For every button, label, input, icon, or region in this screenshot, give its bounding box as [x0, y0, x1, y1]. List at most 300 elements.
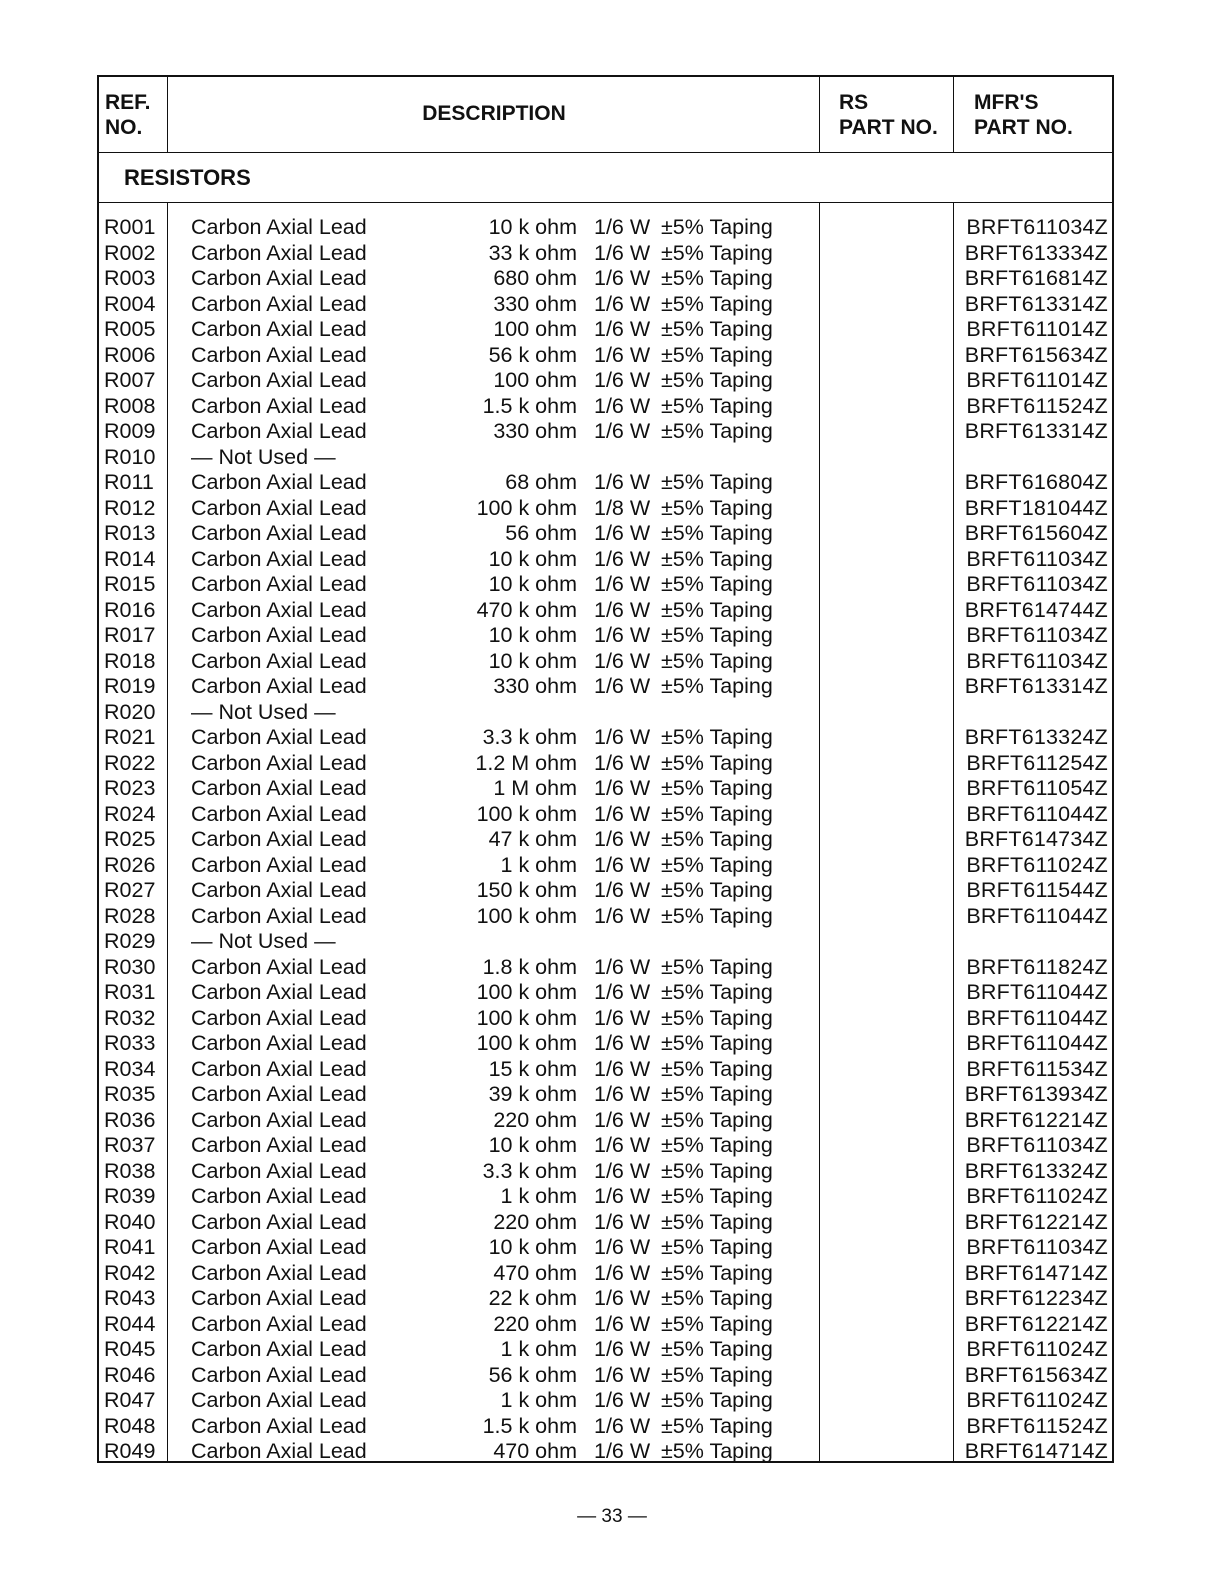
power-cell: 1/6 W	[594, 546, 651, 571]
table-row	[99, 1057, 1112, 1083]
table-row	[99, 215, 1112, 241]
header-ref-no: REF. NO.	[105, 91, 151, 139]
power-cell: 1/6 W	[594, 954, 651, 979]
tolerance-cell: ±5% Taping	[661, 1413, 773, 1438]
mfr-part-cell: BRFT612234Z	[964, 1286, 1108, 1310]
column-divider	[819, 77, 820, 153]
value-cell: 470 ohm	[493, 1439, 577, 1463]
tolerance-cell: ±5% Taping	[661, 597, 773, 622]
tolerance-cell: ±5% Taping	[661, 725, 773, 749]
ref-cell: R019	[104, 674, 156, 698]
column-divider	[953, 77, 954, 153]
ref-cell: R012	[104, 495, 156, 520]
mfr-part-cell: BRFT611824Z	[966, 954, 1108, 979]
power-cell: 1/6 W	[594, 1184, 651, 1208]
tolerance-cell: ±5% Taping	[661, 1031, 773, 1055]
description-cell: Carbon Axial Lead	[191, 1158, 367, 1183]
tolerance-cell: ±5% Taping	[661, 954, 773, 979]
table-row	[99, 521, 1112, 547]
mfr-part-cell: BRFT612214Z	[964, 1209, 1108, 1234]
table-row	[99, 827, 1112, 853]
description-cell: Carbon Axial Lead	[191, 1107, 367, 1132]
description-cell: Carbon Axial Lead	[191, 1413, 367, 1438]
mfr-part-cell: BRFT611034Z	[966, 623, 1108, 647]
ref-cell: R018	[104, 648, 156, 673]
value-cell: 1.5 k ohm	[482, 393, 577, 418]
tolerance-cell: ±5% Taping	[661, 317, 773, 341]
description-cell: — Not Used —	[191, 444, 336, 469]
description-cell: Carbon Axial Lead	[191, 495, 367, 520]
power-cell: 1/6 W	[594, 317, 651, 341]
mfr-part-cell: BRFT611034Z	[966, 546, 1108, 571]
mfr-part-cell: BRFT611034Z	[966, 1235, 1108, 1259]
ref-cell: R003	[104, 266, 156, 290]
description-cell: Carbon Axial Lead	[191, 597, 367, 622]
mfr-part-cell: BRFT611054Z	[966, 776, 1108, 800]
section-title: RESISTORS	[124, 165, 251, 190]
table-row	[99, 1439, 1112, 1465]
mfr-part-cell: BRFT611014Z	[966, 317, 1108, 341]
table-row	[99, 1337, 1112, 1363]
page-number: — 33 —	[577, 1506, 647, 1527]
value-cell: 100 ohm	[493, 317, 577, 341]
value-cell: 100 k ohm	[476, 495, 577, 520]
value-cell: 1 k ohm	[500, 1337, 577, 1361]
tolerance-cell: ±5% Taping	[661, 1184, 773, 1208]
value-cell: 10 k ohm	[488, 1133, 577, 1157]
description-cell: Carbon Axial Lead	[191, 1133, 367, 1157]
tolerance-cell: ±5% Taping	[661, 342, 773, 367]
header-rs-part-no: RS PART NO.	[839, 91, 938, 139]
power-cell: 1/6 W	[594, 1311, 651, 1336]
value-cell: 100 k ohm	[476, 903, 577, 928]
description-cell: Carbon Axial Lead	[191, 725, 367, 749]
tolerance-cell: ±5% Taping	[661, 546, 773, 571]
ref-cell: R038	[104, 1158, 156, 1183]
value-cell: 1 k ohm	[500, 1388, 577, 1412]
mfr-part-cell: BRFT613314Z	[964, 419, 1108, 443]
table-row	[99, 1210, 1112, 1236]
mfr-part-cell: BRFT611524Z	[966, 393, 1108, 418]
mfr-part-cell: BRFT611254Z	[966, 750, 1108, 775]
ref-cell: R005	[104, 317, 156, 341]
power-cell: 1/6 W	[594, 725, 651, 749]
table-row	[99, 598, 1112, 624]
description-cell: Carbon Axial Lead	[191, 521, 367, 545]
description-cell: Carbon Axial Lead	[191, 470, 367, 494]
mfr-part-cell: BRFT611034Z	[966, 1133, 1108, 1157]
ref-cell: R048	[104, 1413, 156, 1438]
description-cell: Carbon Axial Lead	[191, 750, 367, 775]
table-row	[99, 1414, 1112, 1440]
mfr-part-cell: BRFT615634Z	[964, 1362, 1108, 1387]
ref-cell: R013	[104, 521, 156, 545]
value-cell: 10 k ohm	[488, 546, 577, 571]
ref-cell: R021	[104, 725, 156, 749]
power-cell: 1/6 W	[594, 521, 651, 545]
tolerance-cell: ±5% Taping	[661, 1082, 773, 1106]
ref-cell: R039	[104, 1184, 156, 1208]
mfr-part-cell: BRFT614744Z	[964, 597, 1108, 622]
value-cell: 1 k ohm	[500, 1184, 577, 1208]
power-cell: 1/6 W	[594, 572, 651, 596]
ref-cell: R032	[104, 1005, 156, 1030]
ref-cell: R014	[104, 546, 156, 571]
ref-cell: R009	[104, 419, 156, 443]
table-row	[99, 674, 1112, 700]
description-cell: Carbon Axial Lead	[191, 1439, 367, 1463]
mfr-part-cell: BRFT611544Z	[966, 878, 1108, 902]
value-cell: 100 ohm	[493, 368, 577, 392]
power-cell: 1/6 W	[594, 597, 651, 622]
power-cell: 1/6 W	[594, 342, 651, 367]
power-cell: 1/6 W	[594, 801, 651, 826]
value-cell: 10 k ohm	[488, 1235, 577, 1259]
ref-cell: R037	[104, 1133, 156, 1157]
ref-cell: R016	[104, 597, 156, 622]
mfr-part-cell: BRFT611014Z	[966, 368, 1108, 392]
description-cell: Carbon Axial Lead	[191, 1082, 367, 1106]
value-cell: 220 ohm	[493, 1107, 577, 1132]
table-row	[99, 394, 1112, 420]
tolerance-cell: ±5% Taping	[661, 393, 773, 418]
power-cell: 1/6 W	[594, 291, 651, 316]
table-row	[99, 343, 1112, 369]
power-cell: 1/6 W	[594, 1005, 651, 1030]
power-cell: 1/6 W	[594, 1158, 651, 1183]
description-cell: Carbon Axial Lead	[191, 419, 367, 443]
tolerance-cell: ±5% Taping	[661, 495, 773, 520]
value-cell: 100 k ohm	[476, 801, 577, 826]
table-row	[99, 1286, 1112, 1312]
power-cell: 1/6 W	[594, 674, 651, 698]
description-cell: Carbon Axial Lead	[191, 1235, 367, 1259]
mfr-part-cell: BRFT611044Z	[966, 1031, 1108, 1055]
tolerance-cell: ±5% Taping	[661, 1235, 773, 1259]
tolerance-cell: ±5% Taping	[661, 1158, 773, 1183]
table-row	[99, 1184, 1112, 1210]
value-cell: 150 k ohm	[476, 878, 577, 902]
table-row	[99, 955, 1112, 981]
description-cell: — Not Used —	[191, 699, 336, 724]
tolerance-cell: ±5% Taping	[661, 572, 773, 596]
value-cell: 330 ohm	[493, 419, 577, 443]
value-cell: 39 k ohm	[488, 1082, 577, 1106]
tolerance-cell: ±5% Taping	[661, 1388, 773, 1412]
power-cell: 1/6 W	[594, 1337, 651, 1361]
description-cell: Carbon Axial Lead	[191, 1209, 367, 1234]
table-row	[99, 1159, 1112, 1185]
ref-cell: R023	[104, 776, 156, 800]
value-cell: 1 k ohm	[500, 852, 577, 877]
tolerance-cell: ±5% Taping	[661, 827, 773, 851]
ref-cell: R020	[104, 699, 156, 724]
value-cell: 56 k ohm	[488, 1362, 577, 1387]
ref-cell: R031	[104, 980, 156, 1004]
ref-cell: R029	[104, 929, 156, 953]
description-cell: Carbon Axial Lead	[191, 240, 367, 265]
tolerance-cell: ±5% Taping	[661, 1439, 773, 1463]
table-row	[99, 725, 1112, 751]
ref-cell: R027	[104, 878, 156, 902]
table-row	[99, 445, 1112, 471]
mfr-part-cell: BRFT613324Z	[964, 725, 1108, 749]
table-row	[99, 1312, 1112, 1338]
power-cell: 1/6 W	[594, 393, 651, 418]
tolerance-cell: ±5% Taping	[661, 750, 773, 775]
ref-cell: R045	[104, 1337, 156, 1361]
ref-cell: R035	[104, 1082, 156, 1106]
description-cell: Carbon Axial Lead	[191, 317, 367, 341]
tolerance-cell: ±5% Taping	[661, 674, 773, 698]
mfr-part-cell: BRFT612214Z	[964, 1311, 1108, 1336]
tolerance-cell: ±5% Taping	[661, 1005, 773, 1030]
value-cell: 680 ohm	[493, 266, 577, 290]
tolerance-cell: ±5% Taping	[661, 648, 773, 673]
table-row	[99, 1108, 1112, 1134]
description-cell: Carbon Axial Lead	[191, 1031, 367, 1055]
ref-cell: R001	[104, 215, 156, 239]
mfr-part-cell: BRFT611024Z	[966, 1184, 1108, 1208]
description-cell: Carbon Axial Lead	[191, 776, 367, 800]
tolerance-cell: ±5% Taping	[661, 1260, 773, 1285]
mfr-part-cell: BRFT611044Z	[966, 1005, 1108, 1030]
table-row	[99, 980, 1112, 1006]
header-description: DESCRIPTION	[422, 102, 566, 125]
description-cell: Carbon Axial Lead	[191, 1286, 367, 1310]
ref-cell: R040	[104, 1209, 156, 1234]
mfr-part-cell: BRFT611024Z	[966, 1337, 1108, 1361]
power-cell: 1/6 W	[594, 878, 651, 902]
power-cell: 1/6 W	[594, 470, 651, 494]
table-row	[99, 904, 1112, 930]
power-cell: 1/6 W	[594, 1286, 651, 1310]
tolerance-cell: ±5% Taping	[661, 368, 773, 392]
tolerance-cell: ±5% Taping	[661, 903, 773, 928]
table-row	[99, 241, 1112, 267]
tolerance-cell: ±5% Taping	[661, 266, 773, 290]
power-cell: 1/6 W	[594, 1082, 651, 1106]
description-cell: Carbon Axial Lead	[191, 342, 367, 367]
parts-list-table	[97, 75, 1114, 1463]
mfr-part-cell: BRFT611034Z	[966, 572, 1108, 596]
value-cell: 3.3 k ohm	[482, 725, 577, 749]
mfr-part-cell: BRFT611034Z	[966, 215, 1108, 239]
mfr-part-cell: BRFT611024Z	[966, 852, 1108, 877]
mfr-part-cell: BRFT613314Z	[964, 291, 1108, 316]
table-row	[99, 1031, 1112, 1057]
table-row	[99, 751, 1112, 777]
power-cell: 1/8 W	[594, 495, 651, 520]
table-row	[99, 547, 1112, 573]
table-row	[99, 776, 1112, 802]
ref-cell: R008	[104, 393, 156, 418]
value-cell: 10 k ohm	[488, 572, 577, 596]
ref-cell: R010	[104, 444, 156, 469]
table-row	[99, 292, 1112, 318]
tolerance-cell: ±5% Taping	[661, 1056, 773, 1081]
power-cell: 1/6 W	[594, 648, 651, 673]
table-row	[99, 1363, 1112, 1389]
tolerance-cell: ±5% Taping	[661, 852, 773, 877]
value-cell: 3.3 k ohm	[482, 1158, 577, 1183]
power-cell: 1/6 W	[594, 750, 651, 775]
ref-cell: R015	[104, 572, 156, 596]
mfr-part-cell: BRFT613934Z	[964, 1082, 1108, 1106]
tolerance-cell: ±5% Taping	[661, 980, 773, 1004]
description-cell: Carbon Axial Lead	[191, 801, 367, 826]
table-row	[99, 572, 1112, 598]
value-cell: 1.8 k ohm	[482, 954, 577, 979]
power-cell: 1/6 W	[594, 776, 651, 800]
description-cell: — Not Used —	[191, 929, 336, 953]
power-cell: 1/6 W	[594, 1439, 651, 1463]
description-cell: Carbon Axial Lead	[191, 980, 367, 1004]
header-mfr-part-no: MFR'S PART NO.	[974, 91, 1073, 139]
power-cell: 1/6 W	[594, 1056, 651, 1081]
power-cell: 1/6 W	[594, 1031, 651, 1055]
table-row	[99, 1082, 1112, 1108]
ref-cell: R043	[104, 1286, 156, 1310]
table-row	[99, 1388, 1112, 1414]
table-row	[99, 878, 1112, 904]
tolerance-cell: ±5% Taping	[661, 521, 773, 545]
value-cell: 10 k ohm	[488, 623, 577, 647]
ref-cell: R041	[104, 1235, 156, 1259]
description-cell: Carbon Axial Lead	[191, 674, 367, 698]
ref-cell: R002	[104, 240, 156, 265]
description-cell: Carbon Axial Lead	[191, 1056, 367, 1081]
value-cell: 1.5 k ohm	[482, 1413, 577, 1438]
power-cell: 1/6 W	[594, 1107, 651, 1132]
table-row	[99, 496, 1112, 522]
value-cell: 470 k ohm	[476, 597, 577, 622]
description-cell: Carbon Axial Lead	[191, 623, 367, 647]
description-cell: Carbon Axial Lead	[191, 546, 367, 571]
tolerance-cell: ±5% Taping	[661, 215, 773, 239]
mfr-part-cell: BRFT614734Z	[964, 827, 1108, 851]
value-cell: 56 k ohm	[488, 342, 577, 367]
tolerance-cell: ±5% Taping	[661, 1337, 773, 1361]
mfr-part-cell: BRFT611044Z	[966, 903, 1108, 928]
mfr-part-cell: BRFT611524Z	[966, 1413, 1108, 1438]
power-cell: 1/6 W	[594, 903, 651, 928]
mfr-part-cell: BRFT616814Z	[964, 266, 1108, 290]
table-row	[99, 1133, 1112, 1159]
power-cell: 1/6 W	[594, 623, 651, 647]
ref-cell: R036	[104, 1107, 156, 1132]
mfr-part-cell: BRFT616804Z	[964, 470, 1108, 494]
description-cell: Carbon Axial Lead	[191, 1184, 367, 1208]
description-cell: Carbon Axial Lead	[191, 266, 367, 290]
description-cell: Carbon Axial Lead	[191, 878, 367, 902]
mfr-part-cell: BRFT611044Z	[966, 801, 1108, 826]
description-cell: Carbon Axial Lead	[191, 903, 367, 928]
value-cell: 470 ohm	[493, 1260, 577, 1285]
value-cell: 10 k ohm	[488, 648, 577, 673]
value-cell: 56 ohm	[505, 521, 577, 545]
description-cell: Carbon Axial Lead	[191, 954, 367, 979]
ref-cell: R011	[104, 470, 154, 494]
power-cell: 1/6 W	[594, 1260, 651, 1285]
power-cell: 1/6 W	[594, 827, 651, 851]
ref-cell: R025	[104, 827, 156, 851]
description-cell: Carbon Axial Lead	[191, 572, 367, 596]
table-row	[99, 368, 1112, 394]
description-cell: Carbon Axial Lead	[191, 648, 367, 673]
value-cell: 100 k ohm	[476, 1005, 577, 1030]
value-cell: 1.2 M ohm	[475, 750, 577, 775]
mfr-part-cell: BRFT613324Z	[964, 1158, 1108, 1183]
power-cell: 1/6 W	[594, 1209, 651, 1234]
tolerance-cell: ±5% Taping	[661, 1209, 773, 1234]
value-cell: 1 M ohm	[493, 776, 577, 800]
tolerance-cell: ±5% Taping	[661, 1107, 773, 1132]
tolerance-cell: ±5% Taping	[661, 1362, 773, 1387]
table-header	[99, 77, 1112, 153]
description-cell: Carbon Axial Lead	[191, 291, 367, 316]
ref-cell: R024	[104, 801, 156, 826]
mfr-part-cell: BRFT611534Z	[966, 1056, 1108, 1081]
column-divider	[167, 77, 168, 153]
ref-cell: R042	[104, 1260, 156, 1285]
power-cell: 1/6 W	[594, 266, 651, 290]
table-row	[99, 266, 1112, 292]
mfr-part-cell: BRFT615634Z	[964, 342, 1108, 367]
description-cell: Carbon Axial Lead	[191, 827, 367, 851]
tolerance-cell: ±5% Taping	[661, 291, 773, 316]
value-cell: 220 ohm	[493, 1311, 577, 1336]
value-cell: 47 k ohm	[488, 827, 577, 851]
description-cell: Carbon Axial Lead	[191, 1362, 367, 1387]
ref-cell: R017	[104, 623, 156, 647]
table-row	[99, 700, 1112, 726]
table-row	[99, 1261, 1112, 1287]
ref-cell: R006	[104, 342, 156, 367]
table-row	[99, 853, 1112, 879]
description-cell: Carbon Axial Lead	[191, 1005, 367, 1030]
mfr-part-cell: BRFT611034Z	[966, 648, 1108, 673]
tolerance-cell: ±5% Taping	[661, 623, 773, 647]
ref-cell: R007	[104, 368, 156, 392]
mfr-part-cell: BRFT613314Z	[964, 674, 1108, 698]
mfr-part-cell: BRFT614714Z	[964, 1260, 1108, 1285]
ref-cell: R022	[104, 750, 156, 775]
ref-cell: R026	[104, 852, 156, 877]
power-cell: 1/6 W	[594, 368, 651, 392]
mfr-part-cell: BRFT181044Z	[964, 495, 1108, 520]
description-cell: Carbon Axial Lead	[191, 215, 367, 239]
value-cell: 220 ohm	[493, 1209, 577, 1234]
table-row	[99, 649, 1112, 675]
description-cell: Carbon Axial Lead	[191, 393, 367, 418]
value-cell: 15 k ohm	[488, 1056, 577, 1081]
mfr-part-cell: BRFT611044Z	[966, 980, 1108, 1004]
ref-cell: R004	[104, 291, 156, 316]
tolerance-cell: ±5% Taping	[661, 1133, 773, 1157]
power-cell: 1/6 W	[594, 1413, 651, 1438]
power-cell: 1/6 W	[594, 1388, 651, 1412]
mfr-part-cell: BRFT612214Z	[964, 1107, 1108, 1132]
power-cell: 1/6 W	[594, 1235, 651, 1259]
table-row	[99, 470, 1112, 496]
ref-cell: R047	[104, 1388, 156, 1412]
value-cell: 68 ohm	[505, 470, 577, 494]
ref-cell: R030	[104, 954, 156, 979]
mfr-part-cell: BRFT614714Z	[964, 1439, 1108, 1463]
tolerance-cell: ±5% Taping	[661, 1286, 773, 1310]
description-cell: Carbon Axial Lead	[191, 368, 367, 392]
